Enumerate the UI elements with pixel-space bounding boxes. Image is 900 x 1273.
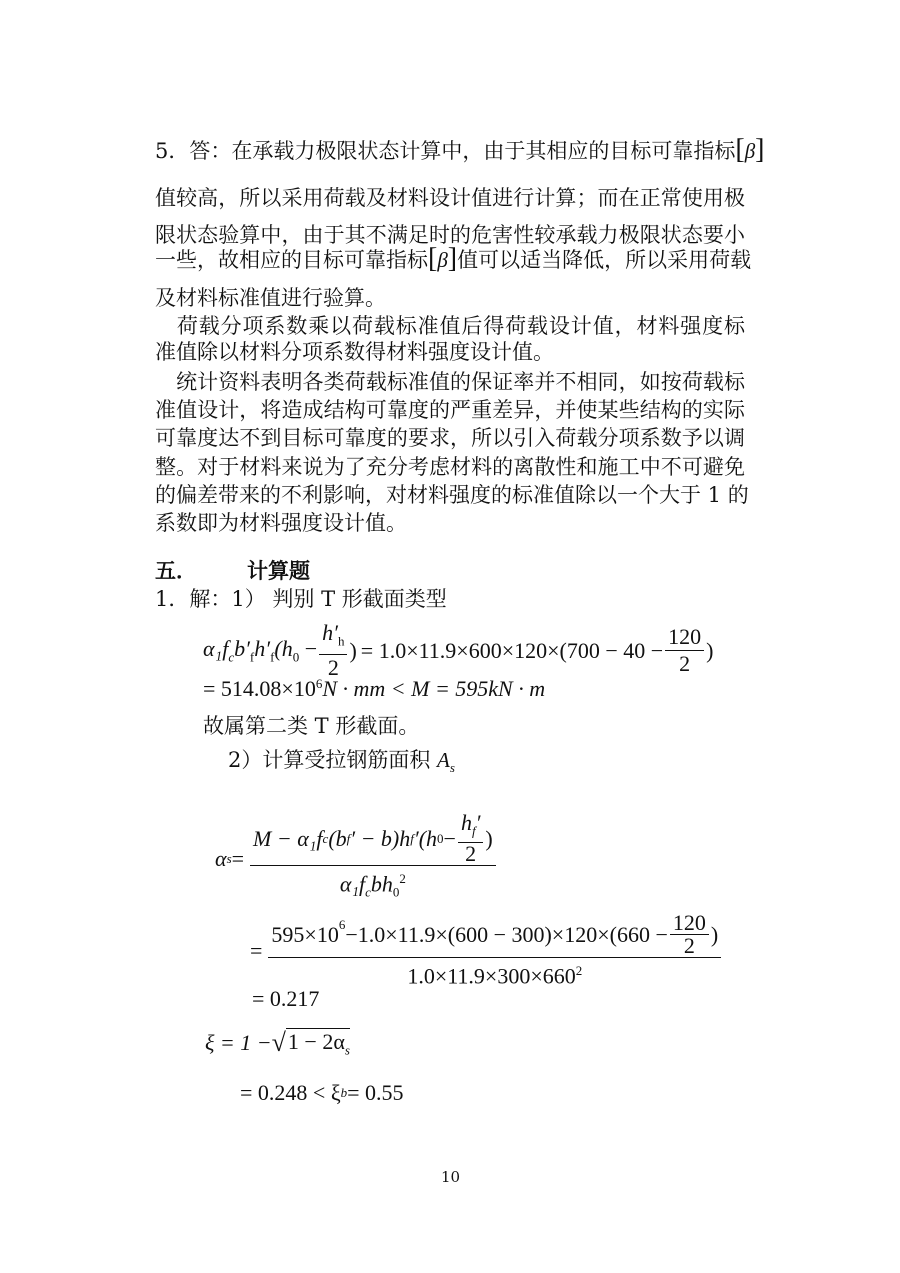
text-line: 系数即为材料强度设计值。 (155, 511, 407, 535)
formula-alpha-s: α s = M − α₁f c (b f ′ − b)h f ′(h 0 − $\frac{h_f'}{2}$ ) $\alpha_1f_cbh_0^2$ (215, 812, 498, 906)
alpha-s-value: = 0.217 (252, 986, 320, 1011)
step-1-heading: 1．解：1） 判别 T 形截面类型 (155, 587, 447, 611)
section-heading (155, 555, 310, 585)
section-title: 计算题 (247, 558, 310, 583)
step-2-heading: 2）计算受拉钢筋面积 $A_s$ (228, 748, 455, 776)
formula-xi: ξ = 1 − √ $1 - 2\alpha_s$ (205, 1028, 350, 1058)
section-number: 五． (155, 558, 197, 583)
text-line: 一些，故相应的目标可靠指标[β]值可以适当降低，所以采用荷载 (155, 243, 752, 274)
text-line: 准值除以材料分项系数得材料强度设计值。 (155, 340, 554, 364)
formula-result-1: = 514.08×10 $^6$ N · mm < M = 595kN · m (203, 676, 546, 701)
conclusion-text: 故属第二类 T 形截面。 (203, 714, 420, 738)
xi-value: = 0.248 < ξ b = 0.55 (240, 1080, 404, 1105)
text-line: 5．答：在承载力极限状态计算中，由于其相应的目标可靠指标[β] (155, 134, 765, 165)
text-line: 可靠度达不到目标可靠度的要求，所以引入荷载分项系数予以调 (155, 426, 745, 450)
text-line: 统计资料表明各类荷载标准值的保证率并不相同，如按荷载标 (155, 370, 745, 394)
text-line: 限状态验算中，由于其不满足时的危害性较承载力极限状态要小 (155, 223, 745, 247)
text-line: 值较高，所以采用荷载及材料设计值进行计算；而在正常使用极 (155, 186, 745, 210)
text-line: 整。对于材料来说为了充分考虑材料的离散性和施工中不可避免 (155, 455, 745, 479)
page-number: 10 (441, 1168, 461, 1186)
text-line: 的偏差带来的不利影响，对材料强度的标准值除以一个大于 1 的 (155, 483, 749, 507)
text-line: 及材料标准值进行验算。 (155, 286, 386, 310)
formula-flange-moment: $\alpha_1f_cb'_fh'_f(h_0$ − $\frac{h'_h}{2}$ ) = 1.0×11.9×600×120×(700 − 40 − $\frac{120}{2}$ ) (203, 620, 714, 681)
formula-alpha-s-numeric: = 595×10 $^6$ −1.0×11.9×(600 − 300)×120×(660 − $\frac{120}{2}$ ) $1.0\times 11.9\times 300\times 660^2$ (250, 912, 723, 989)
text-line: 荷载分项系数乘以荷载标准值后得荷载设计值，材料强度标 (155, 314, 745, 338)
text-line: 准值设计，将造成结构可靠度的严重差异，并使某些结构的实际 (155, 398, 745, 422)
